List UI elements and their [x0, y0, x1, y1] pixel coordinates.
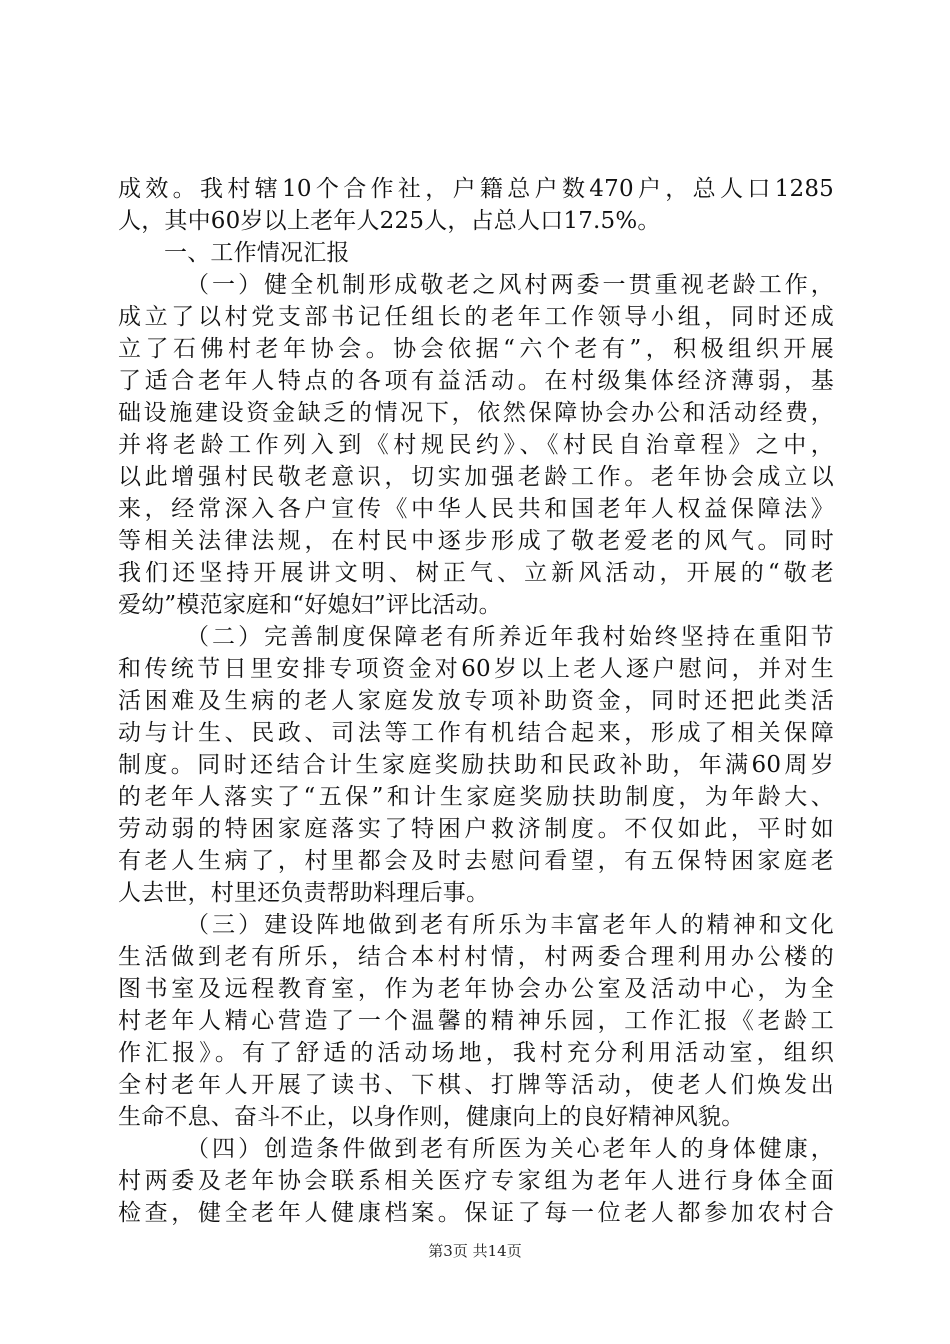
- text-line: 了适合老年人特点的各项有益活动。在村级集体经济薄弱，基: [118, 368, 834, 394]
- subsection-heading-line: （三）建设阵地做到老有所乐为丰富老年人的精神和文化: [186, 912, 834, 938]
- text-line: 础设施建设资金缺乏的情况下，依然保障协会办公和活动经费，: [118, 400, 834, 426]
- text-line: 和传统节日里安排专项资金对60岁以上老人逐户慰问，并对生: [118, 656, 834, 682]
- text-line: 制度。同时还结合计生家庭奖励扶助和民政补助，年满60周岁: [118, 752, 834, 778]
- text-line: 人去世，村里还负责帮助料理后事。: [118, 880, 490, 906]
- text-line: 生活做到老有所乐，结合本村村情，村两委合理利用办公楼的: [118, 944, 834, 970]
- text-line: 有老人生病了，村里都会及时去慰问看望，有五保特困家庭老: [118, 848, 834, 874]
- text-line: 并将老龄工作列入到《村规民约》、《村民自治章程》之中，: [118, 432, 834, 458]
- text-line: 动与计生、民政、司法等工作有机结合起来，形成了相关保障: [118, 720, 834, 746]
- text-line: 来，经常深入各户宣传《中华人民共和国老年人权益保障法》: [118, 496, 834, 522]
- text-line: 的老年人落实了“五保”和计生家庭奖励扶助制度，为年龄大、: [118, 784, 834, 810]
- text-line: 检查，健全老年人健康档案。保证了每一位老人都参加农村合: [118, 1200, 834, 1226]
- text-line: 村两委及老年协会联系相关医疗专家组为老年人进行身体全面: [118, 1168, 834, 1194]
- text-line: 活困难及生病的老人家庭发放专项补助资金，同时还把此类活: [118, 688, 834, 714]
- text-line: 劳动弱的特困家庭落实了特困户救济制度。不仅如此，平时如: [118, 816, 834, 842]
- text-line: 立了石佛村老年协会。协会依据“六个老有”，积极组织开展: [118, 336, 834, 362]
- text-line: 等相关法律法规，在村民中逐步形成了敬老爱老的风气。同时: [118, 528, 834, 554]
- text-line: 爱幼”模范家庭和“好媳妇”评比活动。: [118, 592, 502, 618]
- text-line: 成效。我村辖10个合作社，户籍总户数470户，总人口1285: [118, 176, 834, 202]
- text-line: 村老年人精心营造了一个温馨的精神乐园，工作汇报《老龄工: [118, 1008, 834, 1034]
- text-line: 人，其中60岁以上老年人225人，占总人口17.5%。: [118, 208, 661, 234]
- text-line: 以此增强村民敬老意识，切实加强老龄工作。老年协会成立以: [118, 464, 834, 490]
- text-line: 图书室及远程教育室，作为老年协会办公室及活动中心，为全: [118, 976, 834, 1002]
- subsection-heading-line: （一）健全机制形成敬老之风村两委一贯重视老龄工作，: [186, 272, 834, 298]
- subsection-heading-line: （二）完善制度保障老有所养近年我村始终坚持在重阳节: [186, 624, 834, 650]
- page-footer: 第3页 共14页: [428, 1242, 522, 1260]
- text-line: 全村老年人开展了读书、下棋、打牌等活动，使老人们焕发出: [118, 1072, 834, 1098]
- text-line: 成立了以村党支部书记任组长的老年工作领导小组，同时还成: [118, 304, 834, 330]
- body-text: [118, 173, 834, 1229]
- subsection-heading-line: （四）创造条件做到老有所医为关心老年人的身体健康，: [186, 1136, 834, 1162]
- section-heading: 一、工作情况汇报: [164, 240, 350, 266]
- text-line: 作汇报》。有了舒适的活动场地，我村充分利用活动室，组织: [118, 1040, 834, 1066]
- text-line: 生命不息、奋斗不止，以身作则，健康向上的良好精神风貌。: [118, 1104, 745, 1130]
- text-line: 我们还坚持开展讲文明、树正气、立新风活动，开展的“敬老: [118, 560, 834, 586]
